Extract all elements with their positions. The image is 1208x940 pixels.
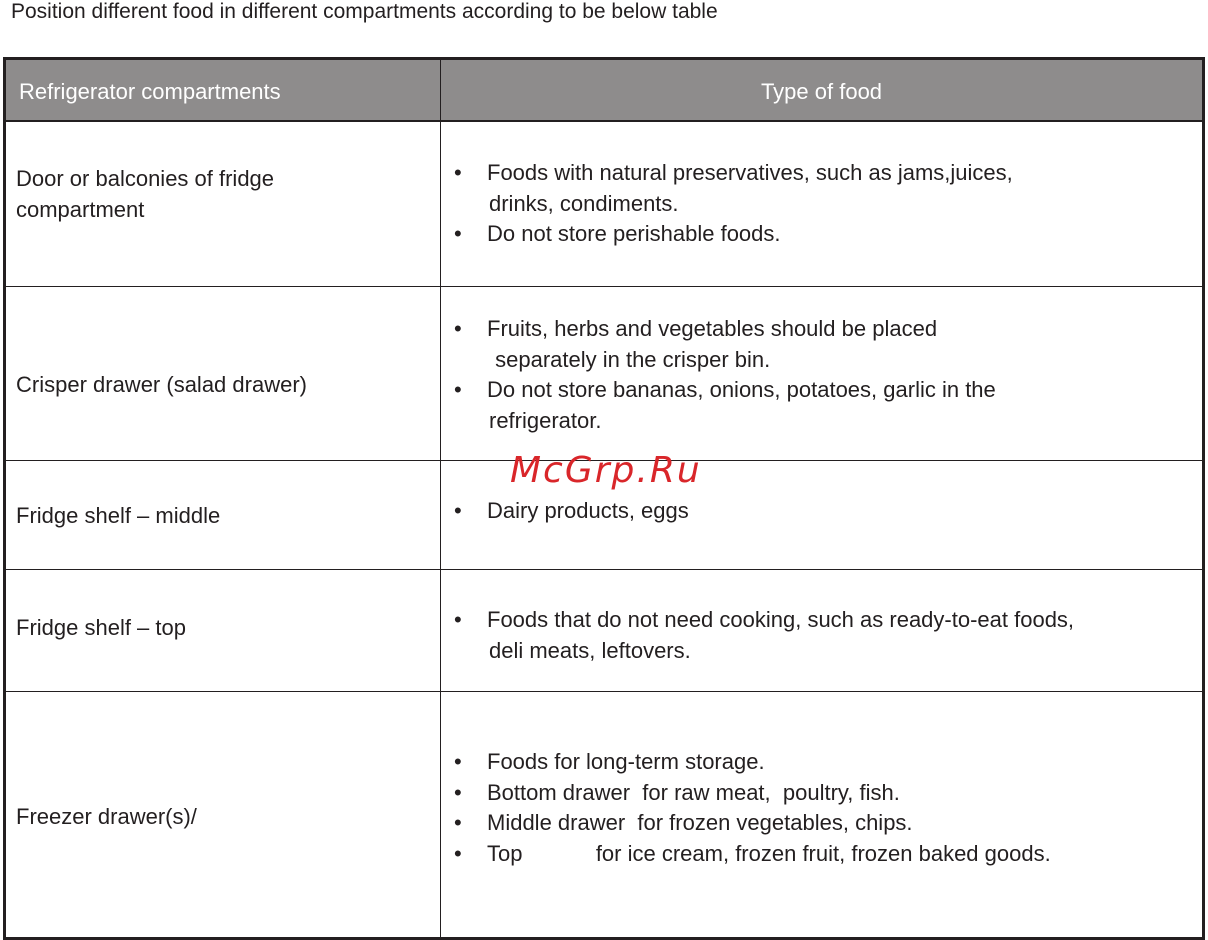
food-text: Dairy products, eggs xyxy=(487,498,689,523)
food-list-item xyxy=(454,406,1192,437)
table-row xyxy=(6,286,1202,461)
table-row xyxy=(6,691,1202,937)
food-list-item xyxy=(454,375,1192,406)
bullet-icon: • xyxy=(454,498,462,523)
compartment-text: compartment xyxy=(16,197,145,222)
food-text: Foods for long-term storage. xyxy=(487,749,765,774)
food-list-item xyxy=(454,605,1192,636)
food-text: deli meats, leftovers. xyxy=(489,637,691,663)
food-list-item xyxy=(454,158,1192,189)
food-text: Do not store bananas, onions, potatoes, garlic in the xyxy=(487,377,996,402)
compartment-text: Fridge shelf – middle xyxy=(16,503,221,528)
food-list-item xyxy=(454,636,1192,667)
food-text: Top for ice cream, frozen fruit, frozen baked goods. xyxy=(487,840,1051,866)
compartment-cell xyxy=(16,612,186,643)
food-cell xyxy=(454,158,1192,250)
food-cell xyxy=(454,496,1192,527)
food-placement-table xyxy=(3,57,1205,940)
food-list-item xyxy=(454,189,1192,220)
food-cell xyxy=(454,747,1192,869)
food-text: Do not store perishable foods. xyxy=(487,221,781,246)
compartment-cell xyxy=(16,801,197,832)
bullet-icon: • xyxy=(454,377,462,402)
food-list-item xyxy=(454,314,1192,345)
food-list-item xyxy=(454,808,1192,839)
header-compartments: Refrigerator compartments xyxy=(19,79,281,104)
compartment-text: Freezer drawer(s)/ xyxy=(16,804,197,829)
bullet-icon: • xyxy=(454,779,462,805)
header-type-of-food: Type of food xyxy=(760,79,883,104)
food-list-item xyxy=(454,219,1192,250)
watermark: McGrp.Ru xyxy=(510,450,702,491)
table-row xyxy=(6,122,1202,287)
food-list-item xyxy=(454,778,1192,809)
bullet-icon: • xyxy=(454,221,462,246)
bullet-icon: • xyxy=(454,749,462,774)
compartment-cell xyxy=(16,369,307,400)
intro-text: Position different food in different compartments according to be below table xyxy=(11,0,718,23)
food-list-item xyxy=(454,747,1192,778)
food-cell xyxy=(454,314,1192,436)
compartment-text: Door or balconies of fridge xyxy=(16,166,275,191)
food-text: Foods that do not need cooking, such as ready-to-eat foods, xyxy=(487,607,1075,632)
food-text: Bottom drawer for raw meat, poultry, fish. xyxy=(487,779,900,805)
food-list-item xyxy=(454,839,1192,870)
table-header xyxy=(6,60,1202,122)
food-text: separately in the crisper bin. xyxy=(489,346,771,372)
compartment-cell xyxy=(16,500,220,531)
food-text: refrigerator. xyxy=(489,407,602,433)
food-text: Foods with natural preservatives, such as jams,juices, xyxy=(487,160,1013,185)
compartment-cell xyxy=(16,163,274,225)
compartment-text: Crisper drawer (salad drawer) xyxy=(16,372,307,397)
compartment-text: Fridge shelf – top xyxy=(16,615,186,640)
bullet-icon: • xyxy=(454,316,462,341)
food-text: Fruits, herbs and vegetables should be placed xyxy=(487,316,938,341)
food-list-item xyxy=(454,496,1192,527)
bullet-icon: • xyxy=(454,810,462,835)
food-text: drinks, condiments. xyxy=(489,190,679,216)
bullet-icon: • xyxy=(454,607,462,632)
food-cell xyxy=(454,605,1192,666)
food-text: Middle drawer for frozen vegetables, chips. xyxy=(487,810,913,835)
bullet-icon: • xyxy=(454,160,462,185)
column-divider xyxy=(440,60,441,937)
table-row xyxy=(6,569,1202,692)
bullet-icon: • xyxy=(454,840,462,866)
food-list-item xyxy=(454,345,1192,376)
